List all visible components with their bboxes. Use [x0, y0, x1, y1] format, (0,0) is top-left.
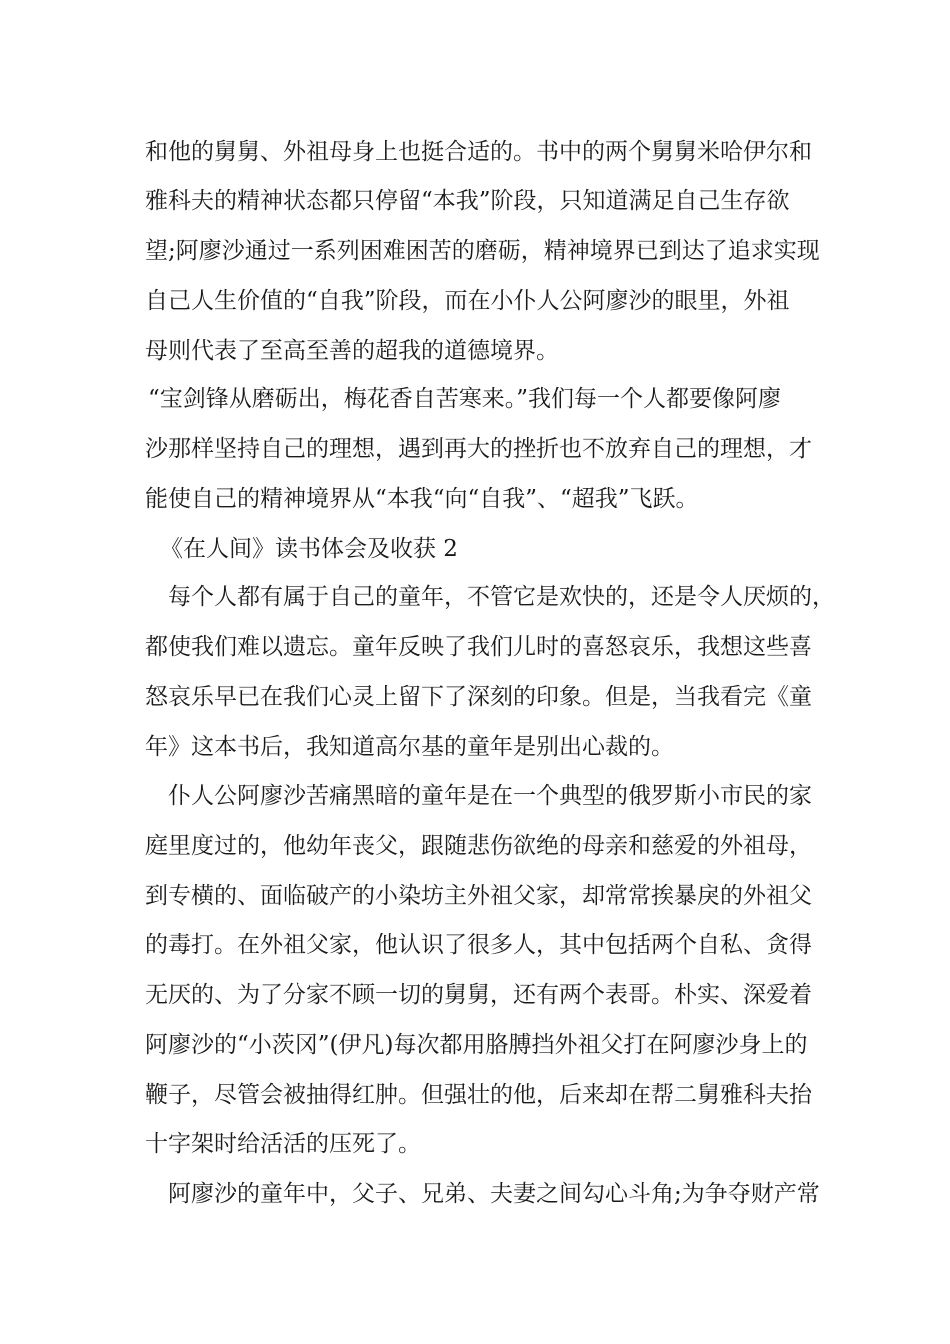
text-line: 鞭子，尽管会被抽得红肿。但强壮的他，后来却在帮二舅雅科夫抬	[145, 1082, 812, 1108]
text-line: 母则代表了至高至善的超我的道德境界。	[145, 338, 559, 364]
section-heading: 《在人间》读书体会及收获 2	[160, 536, 458, 562]
text-line: 阿廖沙的童年中，父子、兄弟、夫妻之间勾心斗角;为争夺财产常	[168, 1181, 820, 1207]
text-line: 都使我们难以遗忘。童年反映了我们儿时的喜怒哀乐，我想这些喜	[145, 634, 812, 660]
text-line: 雅科夫的精神状态都只停留“本我”阶段，只知道满足自己生存欲	[145, 188, 790, 214]
text-line: 到专横的、面临破产的小染坊主外祖父家，却常常挨暴戾的外祖父	[145, 883, 812, 909]
text-line: 能使自己的精神境界从“本我“向“自我”、“超我”飞跃。	[145, 486, 699, 512]
text-line: 仆人公阿廖沙苦痛黑暗的童年是在一个典型的俄罗斯小市民的家	[168, 783, 812, 809]
text-line: 庭里度过的，他幼年丧父，跟随悲伤欲绝的母亲和慈爱的外祖母，	[145, 833, 812, 859]
text-line: 阿廖沙的“小茨冈”(伊凡)每次都用胳膊挡外祖父打在阿廖沙身上的	[145, 1032, 808, 1058]
text-line: 十字架时给活活的压死了。	[145, 1131, 421, 1157]
text-line: 望;阿廖沙通过一系列困难困苦的磨砺，精神境界已到达了追求实现	[145, 238, 820, 264]
text-line: 和他的舅舅、外祖母身上也挺合适的。书中的两个舅舅米哈伊尔和	[145, 139, 812, 165]
text-line: 无厌的、为了分家不顾一切的舅舅，还有两个表哥。朴实、深爱着	[145, 982, 812, 1008]
text-line: “宝剑锋从磨砺出，梅花香自苦寒来。”我们每一个人都要像阿廖	[148, 386, 782, 412]
text-line: 每个人都有属于自己的童年，不管它是欢快的，还是令人厌烦的，	[168, 584, 835, 610]
text-line: 的毒打。在外祖父家，他认识了很多人，其中包括两个自私、贪得	[145, 932, 812, 958]
text-line: 怒哀乐早已在我们心灵上留下了深刻的印象。但是，当我看完《童	[145, 684, 812, 710]
text-line: 沙那样坚持自己的理想，遇到再大的挫折也不放弃自己的理想，才	[145, 436, 812, 462]
text-line: 自己人生价值的“自我”阶段，而在小仆人公阿廖沙的眼里，外祖	[145, 288, 790, 314]
text-line: 年》这本书后，我知道高尔基的童年是别出心裁的。	[145, 734, 674, 760]
